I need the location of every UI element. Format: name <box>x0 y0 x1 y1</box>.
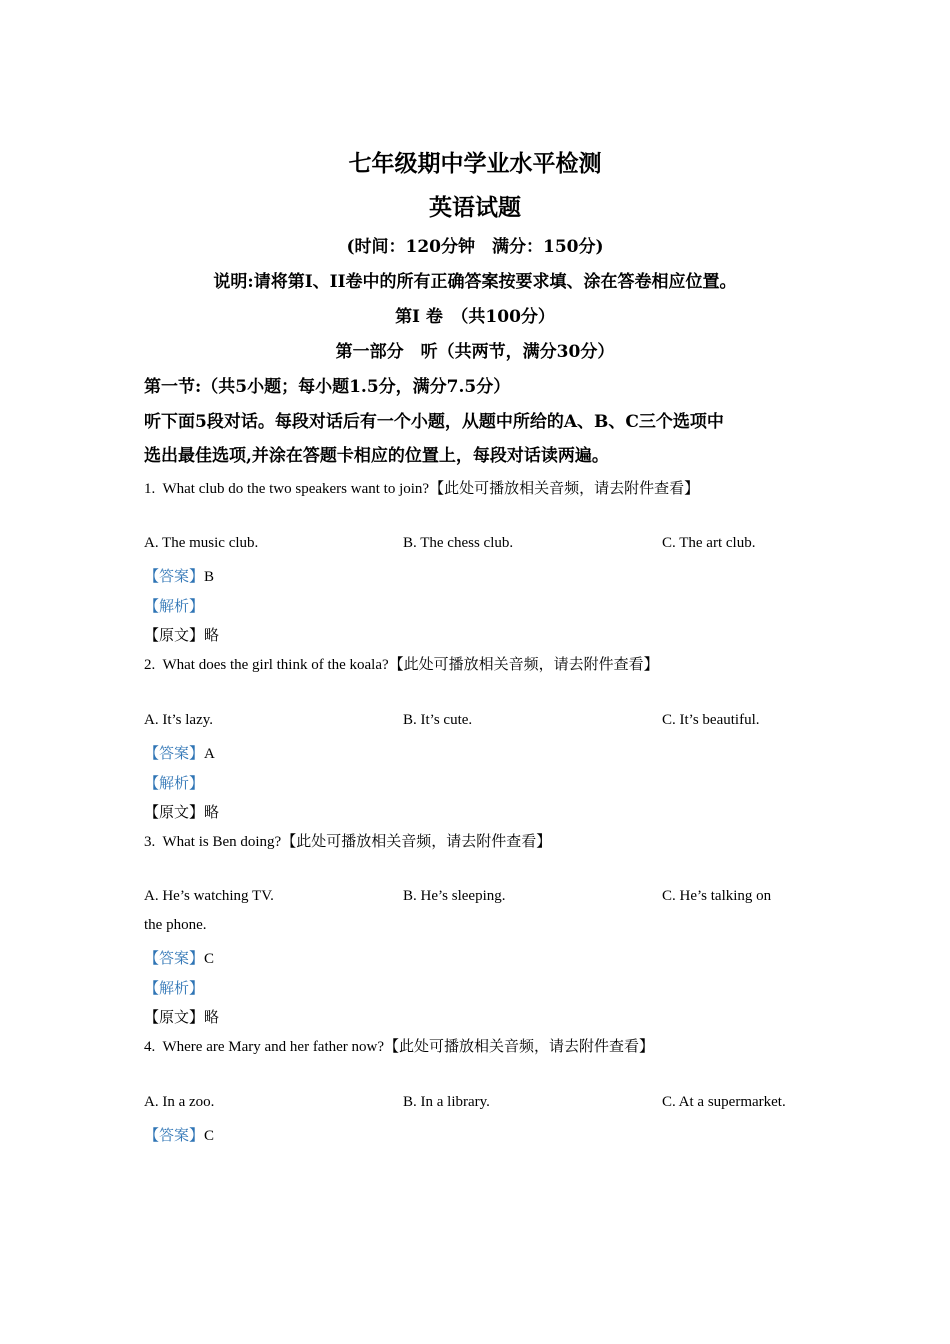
question-3-answer <box>144 947 214 968</box>
question-text: What is Ben doing?【此处可播放相关音频，请去附件查看】 <box>162 834 552 850</box>
question-3-option-b: B. He’s sleeping. <box>403 888 506 904</box>
instructions-note: 说明:请将第I、II卷中的所有正确答案按要求填、涂在答卷相应位置。 <box>213 272 737 292</box>
answer-label: 【答案】 <box>144 746 205 762</box>
exam-subtitle: 英语试题 <box>429 194 521 221</box>
original-label: 【原文】 <box>144 805 205 821</box>
question-3-original <box>144 1006 219 1027</box>
original-value: 略 <box>204 805 220 821</box>
answer-value: C <box>204 1128 215 1144</box>
answer-label: 【答案】 <box>144 1128 205 1144</box>
question-2-original <box>144 801 219 822</box>
question-3-option-a: A. He’s watching TV. <box>144 888 274 904</box>
question-2-option-a: A. It’s lazy. <box>144 712 214 728</box>
question-1-original <box>144 624 219 645</box>
answer-value: B <box>204 569 215 585</box>
question-number: 1. <box>144 481 156 497</box>
question-2-option-b: B. It’s cute. <box>403 712 473 728</box>
part-heading: 第一部分 听（共两节，满分30分） <box>335 342 615 362</box>
section-instruction-line2: 选出最佳选项,并涂在答题卡相应的位置上，每段对话读两遍。 <box>144 446 609 466</box>
question-2-option-c: C. It’s beautiful. <box>662 712 760 728</box>
question-2-analysis-label: 【解析】 <box>144 776 205 792</box>
answer-value: A <box>204 746 215 762</box>
question-1-answer <box>144 565 214 586</box>
question-text: Where are Mary and her father now?【此处可播放相关音频，请去附件查看】 <box>162 1039 655 1055</box>
question-3-analysis-label: 【解析】 <box>144 981 205 997</box>
question-1-option-c: C. The art club. <box>662 535 756 551</box>
question-text: What club do the two speakers want to join?【此处可播放相关音频，请去附件查看】 <box>162 481 700 497</box>
question-3-option-c: C. He’s talking on <box>662 888 772 904</box>
question-3 <box>144 830 551 851</box>
volume-heading: 第I 卷 （共100分） <box>395 307 555 327</box>
question-1-option-b: B. The chess club. <box>403 535 514 551</box>
question-4-option-b: B. In a library. <box>403 1094 490 1110</box>
question-number: 2. <box>144 657 156 673</box>
question-4-answer <box>144 1124 214 1145</box>
section-heading: 第一节:（共5小题；每小题1.5分，满分7.5分） <box>144 377 511 397</box>
answer-value: C <box>204 951 215 967</box>
question-1-option-a: A. The music club. <box>144 535 259 551</box>
answer-label: 【答案】 <box>144 951 205 967</box>
original-label: 【原文】 <box>144 628 205 644</box>
question-1 <box>144 477 699 498</box>
question-4-option-c: C. At a supermarket. <box>662 1094 786 1110</box>
question-2-answer <box>144 742 215 763</box>
question-text: What does the girl think of the koala?【此处可播放相关音频，请去附件查看】 <box>162 657 659 673</box>
question-number: 3. <box>144 834 156 850</box>
question-number: 4. <box>144 1039 156 1055</box>
answer-label: 【答案】 <box>144 569 205 585</box>
question-2 <box>144 653 659 674</box>
original-value: 略 <box>204 628 220 644</box>
original-value: 略 <box>204 1010 220 1026</box>
question-4-option-a: A. In a zoo. <box>144 1094 215 1110</box>
time-info: (时间：120分钟 满分：150分) <box>346 237 604 257</box>
question-3-option-c-continued: the phone. <box>144 917 207 933</box>
section-instruction-line1: 听下面5段对话。每段对话后有一个小题，从题中所给的A、B、C三个选项中 <box>144 412 724 432</box>
exam-title: 七年级期中学业水平检测 <box>348 150 602 177</box>
question-4 <box>144 1035 654 1056</box>
original-label: 【原文】 <box>144 1010 205 1026</box>
question-1-analysis-label: 【解析】 <box>144 599 205 615</box>
